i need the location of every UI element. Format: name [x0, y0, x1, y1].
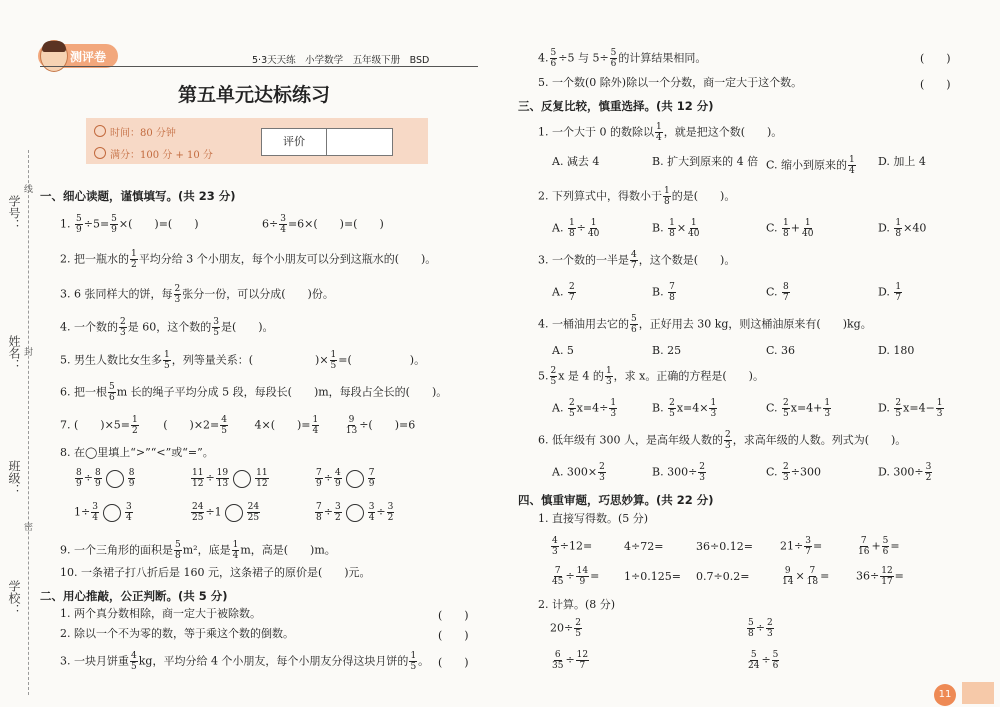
s3-q2-option-d[interactable]: D. $\frac{1}{8}$ ×40	[878, 218, 927, 239]
s1-q1: 1. $\frac{5}{9}$ ÷5= $\frac{5}{9}$ ×( )=( )	[60, 214, 199, 235]
page-title: 第五单元达标练习	[178, 84, 331, 106]
section-3-title: 三、反复比较，慎重选择。(共 12 分)	[518, 99, 714, 113]
s3-q2: 2. 下列算式中，得数小于 $\frac{1}{8}$ 的是( )。	[538, 186, 736, 207]
calc-item: 1÷0.125=	[624, 570, 681, 583]
s4-part-1: 1. 直接写得数。(5 分)	[538, 512, 649, 525]
s1-q8: 8. 在◯里填上“>”“<”或“=”。	[60, 446, 214, 459]
calc-item: $\frac{6}{35}$ ÷ $\frac{12}{7}$	[552, 650, 589, 671]
s3-q6-option-c[interactable]: C. $\frac{2}{3}$ ÷300	[766, 462, 821, 483]
s3-q3-option-c[interactable]: C. $\frac{8}{7}$	[766, 282, 789, 303]
compare-circle[interactable]	[233, 470, 251, 488]
calc-item: $\frac{5}{8}$ ÷ $\frac{2}{3}$	[748, 618, 773, 639]
school-label: 学校：	[7, 580, 21, 616]
s3-q6-option-d[interactable]: D. 300÷ $\frac{3}{2}$	[878, 462, 932, 483]
s3-q1: 1. 一个大于 0 的数除以 $\frac{1}{4}$ ，就是把这个数( )。	[538, 122, 783, 143]
s1-q1-right: 6÷ $\frac{3}{4}$ =6×( )=( )	[262, 214, 384, 235]
s3-q5-option-d[interactable]: D. $\frac{2}{5}$ x=4− $\frac{1}{3}$	[878, 398, 943, 419]
seal-mi-mark: 密	[24, 523, 34, 533]
compare-3: $\frac{7}{9}$ ÷ $\frac{4}{9}$ $\frac{7}{9}$	[316, 468, 375, 489]
s4-part-2: 2. 计算。(8 分)	[538, 598, 616, 611]
s2-q1: 1. 两个真分数相除，商一定大于被除数。	[60, 607, 261, 620]
calc-item: $\frac{7}{16}$ + $\frac{5}{6}$ =	[858, 536, 900, 557]
section-1-title: 一、细心读题，谨慎填写。(共 23 分)	[40, 189, 236, 203]
binding-line	[28, 150, 29, 695]
s1-q4: 4. 一个数的 $\frac{2}{3}$ 是 60，这个数的 $\frac{3}{5}$ 是( )。	[60, 317, 274, 338]
class-label: 班级：	[7, 460, 21, 496]
calc-item: $\frac{4}{3}$ ÷12=	[552, 536, 593, 557]
s3-q2-option-c[interactable]: C. $\frac{1}{8}$ + $\frac{1}{40}$	[766, 218, 814, 239]
calc-item: $\frac{9}{14}$ × $\frac{7}{18}$ =	[782, 566, 830, 587]
answer-paren[interactable]: ( )	[438, 656, 469, 669]
s3-q3-option-a[interactable]: A. $\frac{2}{7}$	[552, 282, 575, 303]
answer-paren[interactable]: ( )	[438, 629, 469, 642]
calc-item: 36÷ $\frac{12}{17}$ =	[856, 566, 904, 587]
s3-q4-option-c[interactable]: C. 36	[766, 344, 796, 357]
compare-2: $\frac{11}{12}$ ÷ $\frac{19}{13}$ $\frac{11}{12}$	[192, 468, 268, 489]
s1-q5: 5. 男生人数比女生多 $\frac{1}{5}$ ，列等量关系：( )× $\frac{1}{5}$ =( )。	[60, 350, 426, 371]
s1-q9: 9. 一个三角形的面积是 $\frac{5}{8}$ m²，底是 $\frac{1}{4}$ m，高是( )m。	[60, 540, 336, 561]
compare-4: 1÷ $\frac{3}{4}$ $\frac{3}{4}$	[74, 502, 132, 523]
answer-paren[interactable]: ( )	[920, 52, 951, 65]
s2-q3: 3. 一块月饼重 $\frac{4}{5}$ kg，平均分给 4 个小朋友，每个小朋友分得这块月饼的 $\frac{1}{5}$ 。	[60, 651, 430, 672]
s3-q3-option-b[interactable]: B. $\frac{7}{8}$	[652, 282, 675, 303]
student-id-label: 学号：	[7, 195, 21, 231]
s3-q3-option-d[interactable]: D. $\frac{1}{7}$	[878, 282, 902, 303]
s1-q3: 3. 6 张同样大的饼，每 $\frac{2}{3}$ 张分一份，可以分成( )份。	[60, 284, 334, 305]
evaluation-box	[261, 128, 393, 156]
header-rule	[40, 66, 478, 67]
compare-circle[interactable]	[225, 504, 243, 522]
compare-1: $\frac{8}{9}$ ÷ $\frac{8}{9}$ $\frac{8}{9}$	[76, 468, 135, 489]
exam-time: 时间：80 分钟	[110, 128, 176, 139]
s2-q4: 4. $\frac{5}{6}$ ÷5 与 5÷ $\frac{5}{6}$ 的计算结果相同。	[538, 48, 707, 69]
compare-circle[interactable]	[103, 504, 121, 522]
calc-item: 36÷0.12=	[696, 540, 753, 553]
compare-circle[interactable]	[106, 470, 124, 488]
compare-circle[interactable]	[346, 470, 364, 488]
page-number: 11	[934, 684, 956, 706]
exam-score: 满分：100 分 + 10 分	[110, 150, 213, 161]
s3-q5: 5. $\frac{2}{5}$ x 是 4 的 $\frac{1}{3}$ ，求 x。正确的方程是( )。	[538, 366, 764, 387]
calc-item: 21÷ $\frac{3}{7}$ =	[780, 536, 823, 557]
compare-6: $\frac{7}{8}$ ÷ $\frac{3}{2}$ $\frac{3}{4}$ ÷ $\frac{3}{2}$	[316, 502, 394, 523]
s3-q1-option-b[interactable]: B. 扩大到原来的 4 倍	[652, 155, 759, 168]
s3-q4-option-d[interactable]: D. 180	[878, 344, 915, 357]
s3-q6: 6. 低年级有 300 人，是高年级人数的 $\frac{2}{3}$ ，求高年级的人数。列式为( )。	[538, 430, 907, 451]
compare-5: $\frac{24}{25}$ ÷1 $\frac{24}{25}$	[192, 502, 260, 523]
s1-q7: 7. ( )×5= $\frac{1}{2}$ ( )×2= $\frac{4}{5}$ 4×( )= $\frac{1}{4}$ $\frac{9}{13}$ ÷( )=6	[60, 415, 416, 436]
calc-item: $\frac{7}{45}$ ÷ $\frac{14}{9}$ =	[552, 566, 600, 587]
compare-circle[interactable]	[346, 504, 364, 522]
s3-q2-option-b[interactable]: B. $\frac{1}{8}$ × $\frac{1}{40}$	[652, 218, 700, 239]
seal-feng-mark: 封	[24, 348, 34, 358]
s3-q6-option-a[interactable]: A. 300× $\frac{2}{3}$	[552, 462, 605, 483]
answer-paren[interactable]: ( )	[438, 609, 469, 622]
s3-q2-option-a[interactable]: A. $\frac{1}{8}$ ÷ $\frac{1}{40}$	[552, 218, 600, 239]
calc-item: 4÷72=	[624, 540, 664, 553]
calc-item: 0.7÷0.2=	[696, 570, 750, 583]
student-name-label: 姓名：	[7, 335, 21, 371]
s1-q10: 10. 一条裙子打八折后是 160 元，这条裙子的原价是( )元。	[60, 566, 371, 579]
s2-q2: 2. 除以一个不为零的数，等于乘这个数的倒数。	[60, 627, 294, 640]
calc-item: $\frac{5}{24}$ ÷ $\frac{5}{6}$	[748, 650, 779, 671]
badge-label: 测评卷	[70, 50, 107, 64]
section-4-title: 四、慎重审题，巧思妙算。(共 22 分)	[518, 493, 714, 507]
s3-q1-option-c[interactable]: C. 缩小到原来的 $\frac{1}{4}$	[766, 155, 855, 176]
s1-q2: 2. 把一瓶水的 $\frac{1}{2}$ 平均分给 3 个小朋友，每个小朋友可以分到这瓶水的( )。	[60, 249, 437, 270]
s1-q6: 6. 把一根 $\frac{5}{6}$ m 长的绳子平均分成 5 段，每段长( )m，每段占全长的( )。	[60, 382, 448, 403]
seal-line-mark: 线	[24, 185, 34, 195]
answer-paren[interactable]: ( )	[920, 78, 951, 91]
calc-item: 20÷ $\frac{2}{5}$	[550, 618, 581, 639]
page-tab	[962, 682, 994, 704]
s3-q5-option-b[interactable]: B. $\frac{2}{5}$ x=4× $\frac{1}{3}$	[652, 398, 717, 419]
s3-q1-option-a[interactable]: A. 减去 4	[552, 155, 600, 168]
s3-q4: 4. 一桶油用去它的 $\frac{5}{6}$ ，正好用去 30 kg，则这桶油原来有( )kg。	[538, 314, 872, 335]
evaluation-label: 评价	[262, 129, 327, 155]
s3-q4-option-a[interactable]: A. 5	[552, 344, 574, 357]
section-2-title: 二、用心推敲，公正判断。(共 5 分)	[40, 589, 228, 603]
s3-q6-option-b[interactable]: B. 300÷ $\frac{2}{3}$	[652, 462, 706, 483]
clock-icon	[94, 125, 106, 137]
check-icon	[94, 147, 106, 159]
s3-q4-option-b[interactable]: B. 25	[652, 344, 682, 357]
s3-q3: 3. 一个数的一半是 $\frac{4}{7}$ ，这个数是( )。	[538, 250, 736, 271]
badge	[38, 44, 118, 68]
mascot-icon	[40, 40, 68, 72]
s3-q5-option-a[interactable]: A. $\frac{2}{5}$ x=4÷ $\frac{1}{3}$	[552, 398, 617, 419]
info-panel	[86, 118, 428, 164]
s2-q5: 5. 一个数(0 除外)除以一个分数，商一定大于这个数。	[538, 76, 803, 89]
book-series: 5·3天天练 小学数学 五年级下册 BSD	[252, 55, 430, 66]
s3-q1-option-d[interactable]: D. 加上 4	[878, 155, 926, 168]
s3-q5-option-c[interactable]: C. $\frac{2}{5}$ x=4+ $\frac{1}{3}$	[766, 398, 831, 419]
